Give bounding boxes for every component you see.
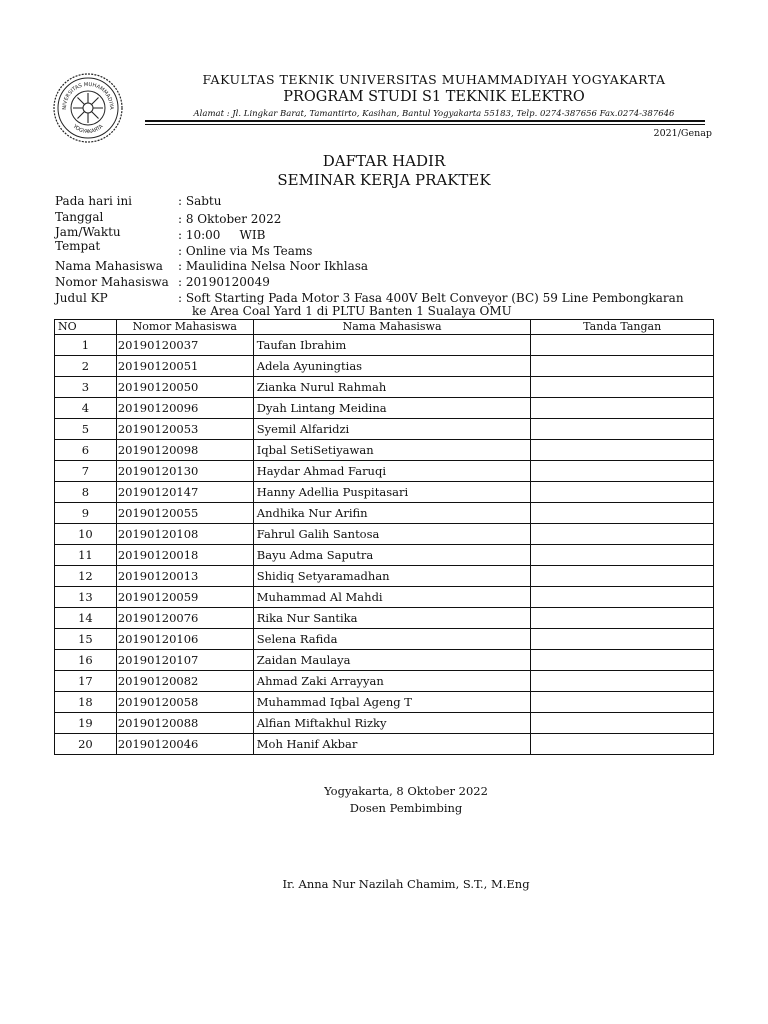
row-number: 7 xyxy=(55,461,117,482)
table-row xyxy=(55,692,714,713)
student-name: Ahmad Zaki Arrayyan xyxy=(253,671,531,692)
svg-text:YOGYAKARTA: YOGYAKARTA xyxy=(71,123,105,136)
row-number: 13 xyxy=(55,587,117,608)
student-name: Dyah Lintang Meidina xyxy=(253,398,531,419)
student-name: Rika Nur Santika xyxy=(253,608,531,629)
row-number: 3 xyxy=(55,377,117,398)
info-label: Tanggal xyxy=(55,210,104,224)
row-number: 6 xyxy=(55,440,117,461)
table-row xyxy=(55,734,714,755)
signature-cell[interactable] xyxy=(531,734,714,755)
student-name: Shidiq Setyaramadhan xyxy=(253,566,531,587)
letterhead-rule-thick xyxy=(145,120,705,122)
signer-role: Dosen Pembimbing xyxy=(349,801,463,815)
info-label: Pada hari ini xyxy=(55,194,133,208)
student-name: Adela Ayuningtias xyxy=(253,356,531,377)
student-number: 20190120046 xyxy=(116,734,253,755)
table-row xyxy=(55,461,714,482)
student-number: 20190120096 xyxy=(116,398,253,419)
signature-cell[interactable] xyxy=(531,713,714,734)
table-row xyxy=(55,482,714,503)
document-subtitle: SEMINAR KERJA PRAKTEK xyxy=(277,171,491,189)
student-name: Zianka Nurul Rahmah xyxy=(253,377,531,398)
student-number: 20190120051 xyxy=(116,356,253,377)
row-number: 10 xyxy=(55,524,117,545)
student-name: Andhika Nur Arifin xyxy=(253,503,531,524)
info-value: : Soft Starting Pada Motor 3 Fasa 400V Belt Conveyor (BC) 59 Line Pembongkaran xyxy=(178,291,684,305)
student-number: 20190120106 xyxy=(116,629,253,650)
table-row xyxy=(55,440,714,461)
signature-cell[interactable] xyxy=(531,608,714,629)
info-label: Nomor Mahasiswa xyxy=(55,275,169,289)
student-name: Iqbal SetiSetiyawan xyxy=(253,440,531,461)
student-number: 20190120082 xyxy=(116,671,253,692)
row-number: 15 xyxy=(55,629,117,650)
place-date: Yogyakarta, 8 Oktober 2022 xyxy=(324,784,488,798)
info-value: : Sabtu xyxy=(178,194,222,208)
table-row xyxy=(55,335,714,356)
row-number: 17 xyxy=(55,671,117,692)
table-header-row xyxy=(55,320,714,335)
student-number: 20190120037 xyxy=(116,335,253,356)
signature-cell[interactable] xyxy=(531,419,714,440)
info-label: Jam/Waktu xyxy=(55,225,121,239)
attendance-table xyxy=(54,319,714,755)
info-value: : 8 Oktober 2022 xyxy=(178,212,282,226)
row-number: 20 xyxy=(55,734,117,755)
info-label: Judul KP xyxy=(55,291,108,305)
student-number: 20190120018 xyxy=(116,545,253,566)
student-name: Zaidan Maulaya xyxy=(253,650,531,671)
row-number: 9 xyxy=(55,503,117,524)
student-number: 20190120053 xyxy=(116,419,253,440)
table-row xyxy=(55,524,714,545)
student-name: Haydar Ahmad Faruqi xyxy=(253,461,531,482)
signature-cell[interactable] xyxy=(531,377,714,398)
signature-cell[interactable] xyxy=(531,650,714,671)
attendance-table-body xyxy=(55,335,714,755)
student-name: Syemil Alfaridzi xyxy=(253,419,531,440)
signature-cell[interactable] xyxy=(531,566,714,587)
university-seal-logo xyxy=(52,72,124,144)
signature-cell[interactable] xyxy=(531,461,714,482)
row-number: 18 xyxy=(55,692,117,713)
student-number: 20190120107 xyxy=(116,650,253,671)
student-number: 20190120098 xyxy=(116,440,253,461)
table-row xyxy=(55,566,714,587)
student-name: Muhammad Iqbal Ageng T xyxy=(253,692,531,713)
table-row xyxy=(55,713,714,734)
student-number: 20190120147 xyxy=(116,482,253,503)
svg-text:UNIVERSITAS MUHAMMADIYAH: NIVERSITAS MUHAMMADIYA xyxy=(61,81,115,110)
student-number: 20190120059 xyxy=(116,587,253,608)
column-header-signature: Tanda Tangan xyxy=(531,320,714,335)
student-number: 20190120076 xyxy=(116,608,253,629)
table-row xyxy=(55,503,714,524)
signature-cell[interactable] xyxy=(531,692,714,713)
table-row xyxy=(55,419,714,440)
document-title: DAFTAR HADIR xyxy=(322,152,446,170)
info-value: : 20190120049 xyxy=(178,275,270,289)
table-row xyxy=(55,545,714,566)
table-row xyxy=(55,377,714,398)
row-number: 8 xyxy=(55,482,117,503)
student-number: 20190120130 xyxy=(116,461,253,482)
letterhead-rule-thin xyxy=(145,124,705,125)
row-number: 5 xyxy=(55,419,117,440)
student-name: Taufan Ibrahim xyxy=(253,335,531,356)
column-header-student-number: Nomor Mahasiswa xyxy=(116,320,253,335)
row-number: 14 xyxy=(55,608,117,629)
table-row xyxy=(55,356,714,377)
signature-cell[interactable] xyxy=(531,440,714,461)
row-number: 19 xyxy=(55,713,117,734)
student-number: 20190120050 xyxy=(116,377,253,398)
row-number: 2 xyxy=(55,356,117,377)
student-name: Moh Hanif Akbar xyxy=(253,734,531,755)
table-row xyxy=(55,629,714,650)
info-value: : 10:00 WIB xyxy=(178,228,266,242)
table-row xyxy=(55,398,714,419)
signature-cell[interactable] xyxy=(531,356,714,377)
student-number: 20190120013 xyxy=(116,566,253,587)
row-number: 4 xyxy=(55,398,117,419)
student-number: 20190120088 xyxy=(116,713,253,734)
table-row xyxy=(55,650,714,671)
student-name: Alfian Miftakhul Rizky xyxy=(253,713,531,734)
signature-cell[interactable] xyxy=(531,482,714,503)
academic-period: 2021/Genap xyxy=(653,128,712,139)
address-line: Alamat : Jl. Lingkar Barat, Tamantirto, Kasihan, Bantul Yogyakarta 55183, Telp. 0274-387656 Fax.0274-387646 xyxy=(193,109,675,119)
student-name: Bayu Adma Saputra xyxy=(253,545,531,566)
program-name: PROGRAM STUDI S1 TEKNIK ELEKTRO xyxy=(283,89,585,105)
column-header-student-name: Nama Mahasiswa xyxy=(253,320,531,335)
signature-cell[interactable] xyxy=(531,524,714,545)
info-value: : Online via Ms Teams xyxy=(178,244,313,258)
table-row xyxy=(55,608,714,629)
row-number: 16 xyxy=(55,650,117,671)
row-number: 11 xyxy=(55,545,117,566)
signature-cell[interactable] xyxy=(531,587,714,608)
column-header-no: NO xyxy=(55,320,117,335)
signature-cell[interactable] xyxy=(531,629,714,650)
student-name: Selena Rafida xyxy=(253,629,531,650)
student-name: Fahrul Galih Santosa xyxy=(253,524,531,545)
faculty-name: FAKULTAS TEKNIK UNIVERSITAS MUHAMMADIYAH YOGYAKARTA xyxy=(202,72,666,87)
table-row xyxy=(55,671,714,692)
info-label: Nama Mahasiswa xyxy=(55,259,163,273)
signature-cell[interactable] xyxy=(531,671,714,692)
student-number: 20190120058 xyxy=(116,692,253,713)
signature-cell[interactable] xyxy=(531,335,714,356)
lecturer-name: Ir. Anna Nur Nazilah Chamim, S.T., M.Eng xyxy=(282,877,530,891)
signature-cell[interactable] xyxy=(531,545,714,566)
row-number: 12 xyxy=(55,566,117,587)
info-value: : Maulidina Nelsa Noor Ikhlasa xyxy=(178,259,369,273)
student-number: 20190120108 xyxy=(116,524,253,545)
student-name: Muhammad Al Mahdi xyxy=(253,587,531,608)
signature-cell[interactable] xyxy=(531,398,714,419)
student-number: 20190120055 xyxy=(116,503,253,524)
student-name: Hanny Adellia Puspitasari xyxy=(253,482,531,503)
row-number: 1 xyxy=(55,335,117,356)
signature-cell[interactable] xyxy=(531,503,714,524)
info-label: Tempat xyxy=(55,239,101,253)
table-row xyxy=(55,587,714,608)
info-value-continuation: ke Area Coal Yard 1 di PLTU Banten 1 Sualaya OMU xyxy=(192,304,512,318)
